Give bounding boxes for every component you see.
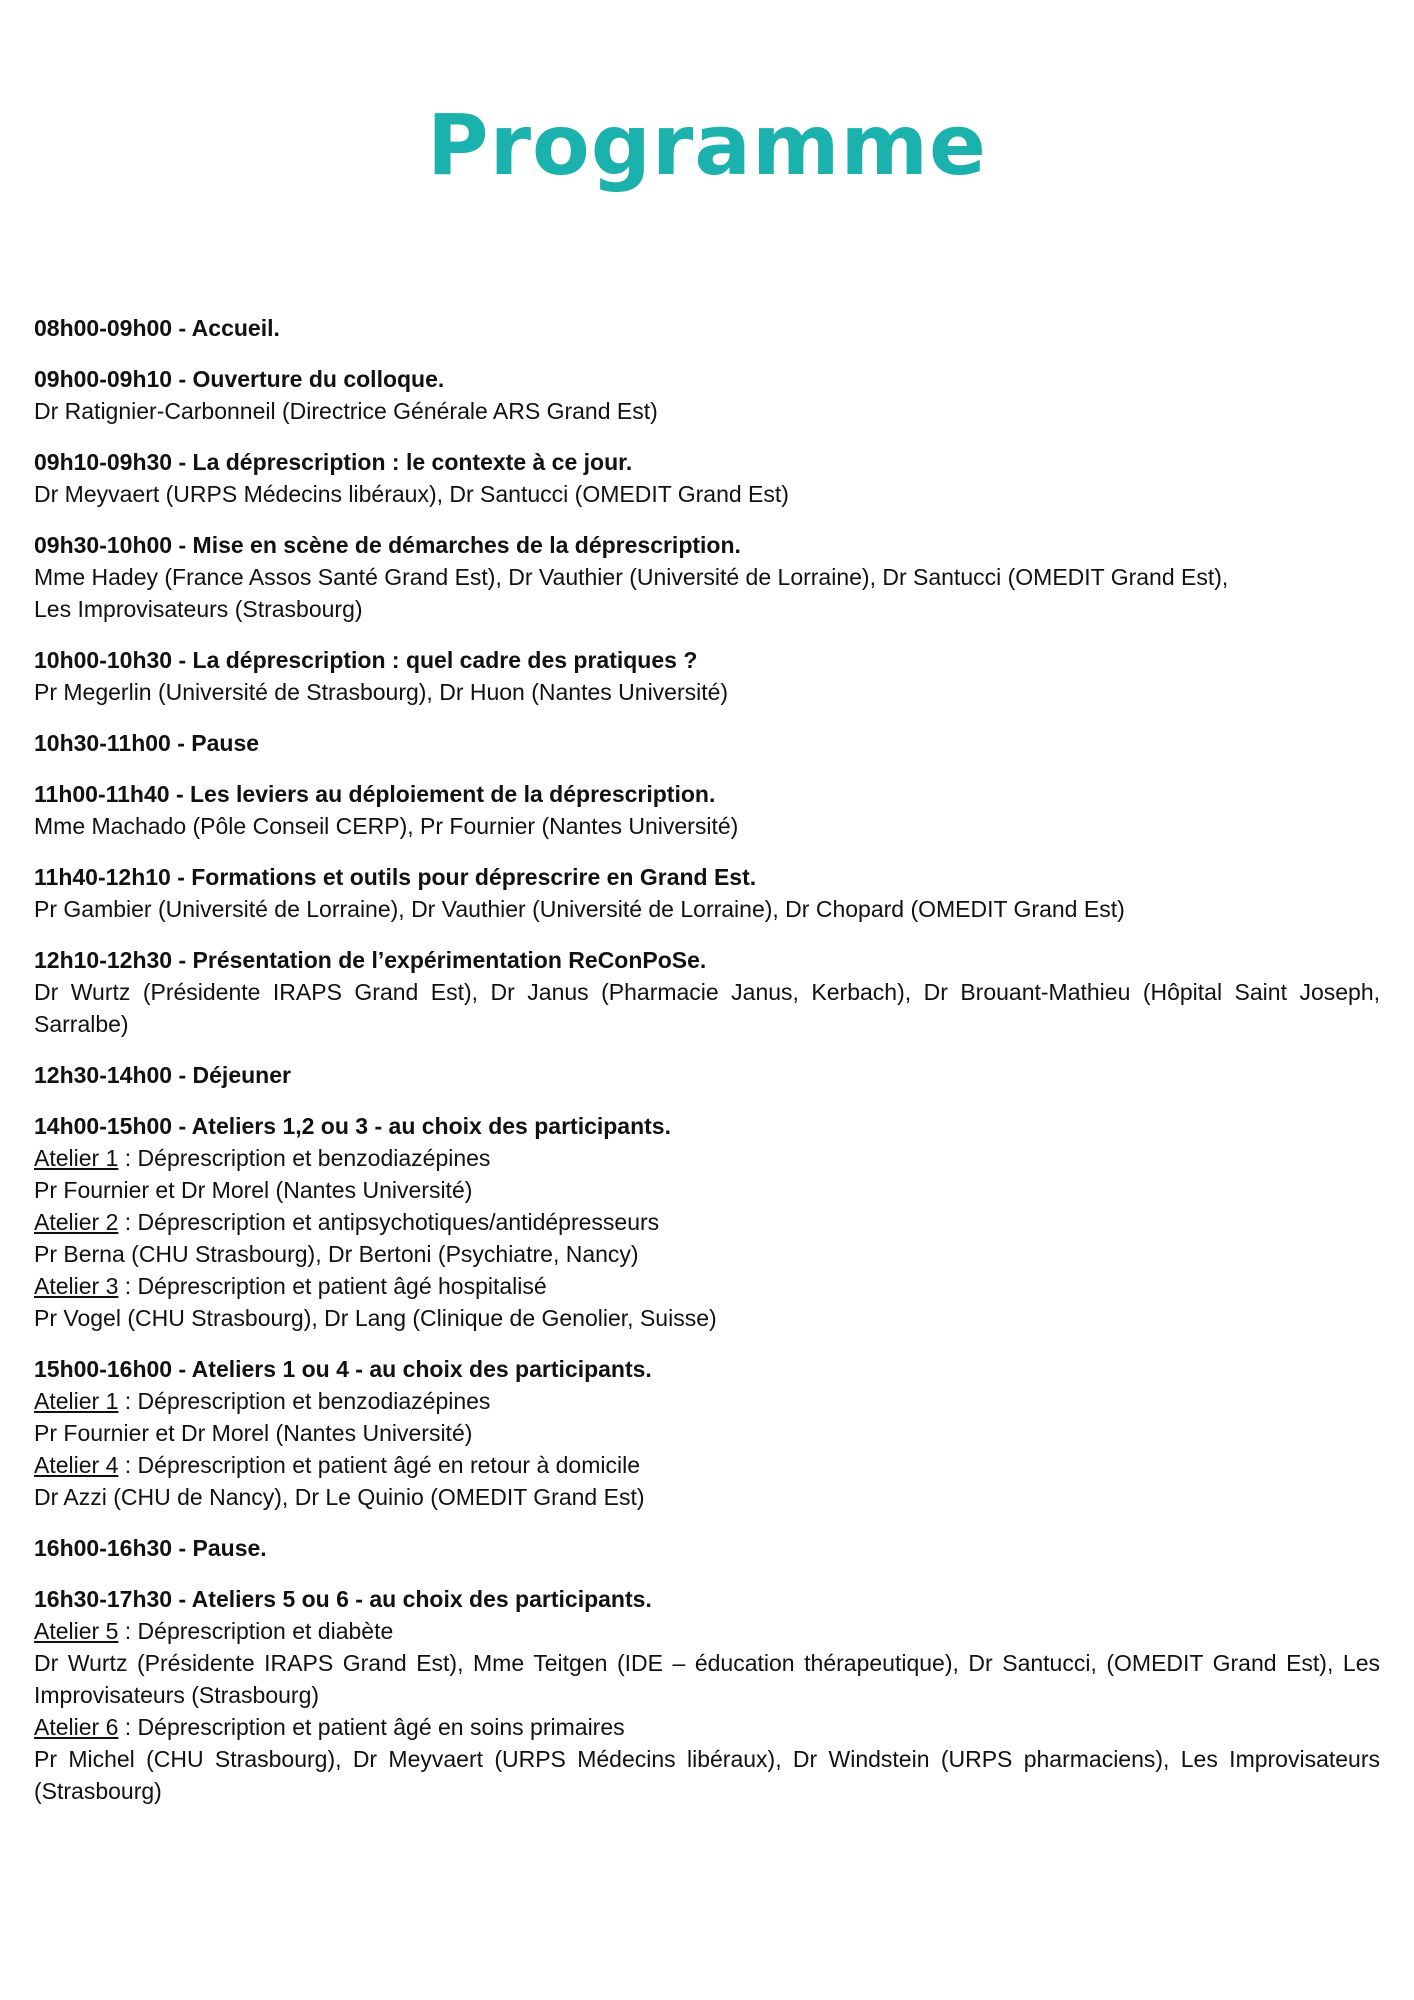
session-pause-2	[34, 1532, 1380, 1564]
session-ateliers-1-4	[34, 1353, 1380, 1513]
session-mise-en-scene	[34, 529, 1380, 625]
atelier-label: Atelier 4	[34, 1452, 119, 1478]
session-heading: 08h00-09h00 - Accueil.	[34, 315, 280, 341]
atelier-speakers: Pr Michel (CHU Strasbourg), Dr Meyvaert (URPS Médecins libéraux), Dr Windstein (URPS pharmaciens), Les Improvisateurs (Strasbourg)	[34, 1746, 1380, 1804]
session-speakers: Dr Wurtz (Présidente IRAPS Grand Est), Dr Janus (Pharmacie Janus, Kerbach), Dr Brouant-Mathieu (Hôpital Saint Joseph, Sarralbe)	[34, 979, 1380, 1037]
session-reconpose	[34, 944, 1380, 1040]
session-heading: 10h30-11h00 - Pause	[34, 730, 260, 756]
atelier-speakers: Pr Fournier et Dr Morel (Nantes Université)	[34, 1420, 473, 1446]
atelier-label: Atelier 5	[34, 1618, 119, 1644]
atelier-topic: : Déprescription et patient âgé hospitalisé	[118, 1273, 547, 1299]
session-speakers: Mme Hadey (France Assos Santé Grand Est), Dr Vauthier (Université de Lorraine), Dr Santucci (OMEDIT Grand Est),	[34, 564, 1229, 590]
session-heading: 12h30-14h00 - Déjeuner	[34, 1062, 291, 1088]
program-list	[34, 312, 1380, 1826]
atelier-label: Atelier 2	[34, 1209, 119, 1235]
session-heading: 15h00-16h00 - Ateliers 1 ou 4 - au choix des participants.	[34, 1356, 652, 1382]
session-cadre	[34, 644, 1380, 708]
session-heading: 14h00-15h00 - Ateliers 1,2 ou 3 - au choix des participants.	[34, 1113, 671, 1139]
atelier-label: Atelier 1	[34, 1145, 119, 1171]
session-speakers: Mme Machado (Pôle Conseil CERP), Pr Fournier (Nantes Université)	[34, 813, 739, 839]
atelier-speakers: Pr Fournier et Dr Morel (Nantes Université)	[34, 1177, 473, 1203]
atelier-line	[34, 1711, 1380, 1743]
session-dejeuner	[34, 1059, 1380, 1091]
session-heading: 12h10-12h30 - Présentation de l’expérimentation ReConPoSe.	[34, 947, 707, 973]
session-heading: 16h00-16h30 - Pause.	[34, 1535, 267, 1561]
atelier-line	[34, 1449, 1380, 1481]
atelier-label: Atelier 6	[34, 1714, 119, 1740]
session-speakers: Dr Ratignier-Carbonneil (Directrice Générale ARS Grand Est)	[34, 398, 658, 424]
atelier-topic: : Déprescription et benzodiazépines	[118, 1145, 491, 1171]
atelier-label: Atelier 3	[34, 1273, 119, 1299]
session-heading: 10h00-10h30 - La déprescription : quel cadre des pratiques ?	[34, 647, 698, 673]
atelier-topic: : Déprescription et benzodiazépines	[118, 1388, 491, 1414]
session-ateliers-5-6	[34, 1583, 1380, 1807]
atelier-line	[34, 1270, 1380, 1302]
atelier-speakers: Pr Vogel (CHU Strasbourg), Dr Lang (Clinique de Genolier, Suisse)	[34, 1305, 717, 1331]
atelier-line	[34, 1142, 1380, 1174]
atelier-topic: : Déprescription et antipsychotiques/antidépresseurs	[118, 1209, 660, 1235]
atelier-speakers: Dr Wurtz (Présidente IRAPS Grand Est), Mme Teitgen (IDE – éducation thérapeutique), Dr Santucci, (OMEDIT Grand Est), Les Improvisateurs (Strasbourg)	[34, 1650, 1380, 1708]
session-heading: 11h00-11h40 - Les leviers au déploiement de la déprescription.	[34, 781, 716, 807]
atelier-label: Atelier 1	[34, 1388, 119, 1414]
atelier-line	[34, 1385, 1380, 1417]
session-pause-1	[34, 727, 1380, 759]
session-speakers: Pr Megerlin (Université de Strasbourg), Dr Huon (Nantes Université)	[34, 679, 729, 705]
session-leviers	[34, 778, 1380, 842]
session-heading: 16h30-17h30 - Ateliers 5 ou 6 - au choix des participants.	[34, 1586, 652, 1612]
atelier-topic: : Déprescription et patient âgé en soins primaires	[118, 1714, 625, 1740]
session-speakers: Les Improvisateurs (Strasbourg)	[34, 596, 363, 622]
atelier-speakers: Dr Azzi (CHU de Nancy), Dr Le Quinio (OMEDIT Grand Est)	[34, 1484, 645, 1510]
session-speakers: Pr Gambier (Université de Lorraine), Dr Vauthier (Université de Lorraine), Dr Chopard (OMEDIT Grand Est)	[34, 896, 1125, 922]
atelier-line	[34, 1615, 1380, 1647]
session-heading: 09h10-09h30 - La déprescription : le contexte à ce jour.	[34, 449, 633, 475]
atelier-topic: : Déprescription et patient âgé en retour à domicile	[118, 1452, 640, 1478]
session-heading: 09h30-10h00 - Mise en scène de démarches de la déprescription.	[34, 532, 741, 558]
page-title: Programme	[427, 96, 987, 194]
session-speakers: Dr Meyvaert (URPS Médecins libéraux), Dr Santucci (OMEDIT Grand Est)	[34, 481, 789, 507]
session-heading: 09h00-09h10 - Ouverture du colloque.	[34, 366, 445, 392]
session-formations	[34, 861, 1380, 925]
session-ateliers-1-2-3	[34, 1110, 1380, 1334]
atelier-line	[34, 1206, 1380, 1238]
session-ouverture	[34, 363, 1380, 427]
atelier-topic: : Déprescription et diabète	[118, 1618, 394, 1644]
session-accueil	[34, 312, 1380, 344]
atelier-speakers: Pr Berna (CHU Strasbourg), Dr Bertoni (Psychiatre, Nancy)	[34, 1241, 639, 1267]
session-heading: 11h40-12h10 - Formations et outils pour déprescrire en Grand Est.	[34, 864, 757, 890]
session-contexte	[34, 446, 1380, 510]
